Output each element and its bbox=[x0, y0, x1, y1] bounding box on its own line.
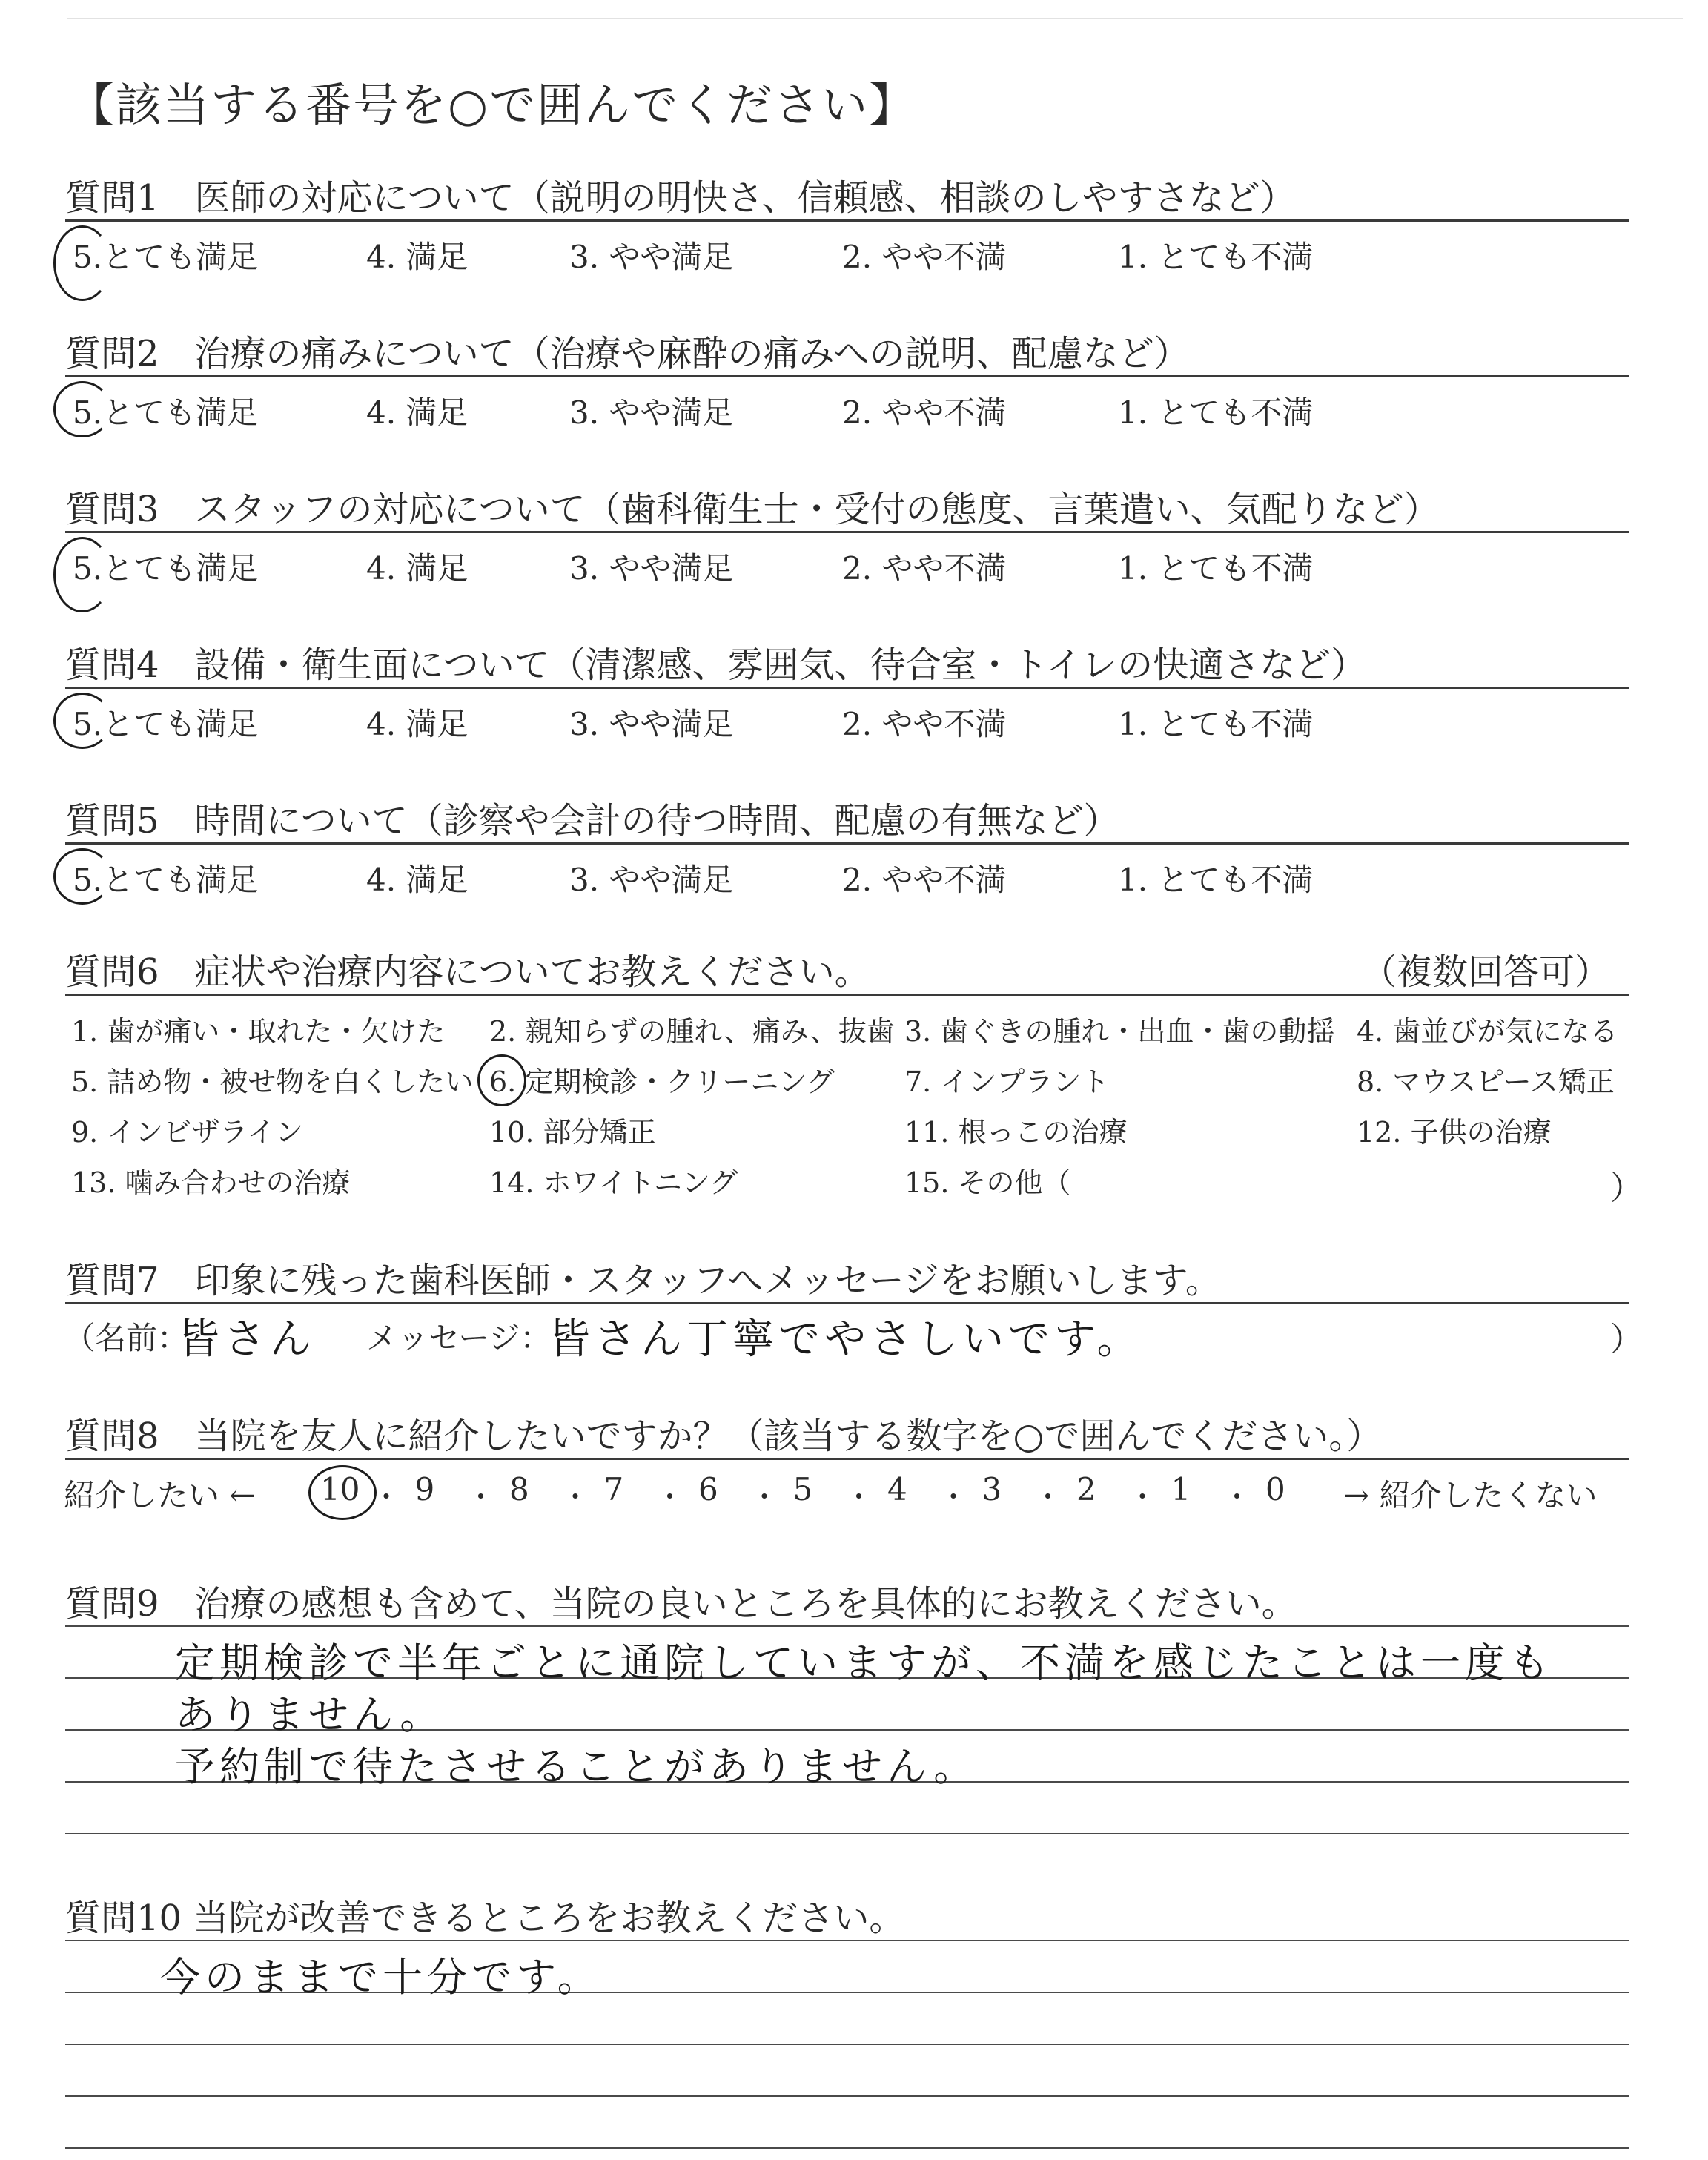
q8-left-label: 紹介したい ← bbox=[64, 1477, 256, 1513]
q6-option-5[interactable]: 5. 詰め物・被せ物を白くしたい bbox=[71, 1066, 474, 1098]
q6-option-13[interactable]: 13. 噛み合わせの治療 bbox=[71, 1166, 351, 1199]
q8-scale-5[interactable]: 5 bbox=[792, 1471, 813, 1507]
q8-separator: ・ bbox=[1222, 1481, 1251, 1513]
q3-rule bbox=[65, 531, 1629, 533]
q4-option-1[interactable]: 1. とても不満 bbox=[1118, 706, 1314, 742]
q6-option-12[interactable]: 12. 子供の治療 bbox=[1357, 1116, 1552, 1149]
q3-title: 質問3 スタッフの対応について（歯科衛生士・受付の態度、言葉遣い、気配りなど） bbox=[65, 489, 1440, 530]
q10-rule-5 bbox=[65, 2147, 1629, 2149]
q1-title: 質問1 医師の対応について（説明の明快さ、信頼感、相談のしやすさなど） bbox=[65, 177, 1296, 219]
q8-separator: ・ bbox=[1033, 1481, 1062, 1513]
q8-scale-3[interactable]: 3 bbox=[982, 1471, 1002, 1507]
q8-separator: ・ bbox=[844, 1481, 873, 1513]
q2-option-3[interactable]: 3. やや満足 bbox=[569, 394, 734, 431]
q6-option-3[interactable]: 3. 歯ぐきの腫れ・出血・歯の動揺 bbox=[904, 1015, 1335, 1048]
q10-rule-4 bbox=[65, 2095, 1629, 2097]
q9-rule-1 bbox=[65, 1625, 1629, 1627]
q4-option-4[interactable]: 4. 満足 bbox=[366, 706, 469, 742]
q6-other-close: ） bbox=[1610, 1169, 1643, 1207]
q1-option-5[interactable]: 5.とても満足 bbox=[73, 239, 259, 275]
q8-right-label: → 紹介したくない bbox=[1343, 1477, 1598, 1513]
q8-selection-circle bbox=[308, 1465, 377, 1520]
q6-option-15[interactable]: 15. その他（ bbox=[904, 1166, 1071, 1199]
q10-rule-3 bbox=[65, 2044, 1629, 2045]
q5-title: 質問5 時間について（診察や会計の待つ時間、配慮の有無など） bbox=[65, 800, 1119, 842]
q8-title: 質問8 当院を友人に紹介したいですか？（該当する数字を○で囲んでください。） bbox=[65, 1416, 1383, 1457]
q6-option-2[interactable]: 2. 親知らずの腫れ、痛み、抜歯 bbox=[489, 1015, 895, 1048]
q8-scale-1[interactable]: 1 bbox=[1171, 1471, 1191, 1507]
q8-scale-10[interactable]: 10 bbox=[320, 1471, 360, 1507]
q4-option-2[interactable]: 2. やや不満 bbox=[842, 706, 1007, 742]
q7-name-label: （名前： bbox=[64, 1320, 189, 1356]
q3-option-1[interactable]: 1. とても不満 bbox=[1118, 550, 1314, 587]
q8-scale-6[interactable]: 6 bbox=[698, 1471, 718, 1507]
q3-option-2[interactable]: 2. やや不満 bbox=[842, 550, 1007, 587]
q5-option-3[interactable]: 3. やや満足 bbox=[569, 862, 734, 898]
q6-option-6[interactable]: 6. 定期検診・クリーニング bbox=[489, 1066, 835, 1098]
q9-title: 質問9 治療の感想も含めて、当院の良いところを具体的にお教えください。 bbox=[65, 1583, 1297, 1625]
q8-separator: ・ bbox=[466, 1481, 495, 1513]
q6-option-9[interactable]: 9. インビザライン bbox=[71, 1116, 304, 1149]
q1-option-2[interactable]: 2. やや不満 bbox=[842, 239, 1007, 275]
q4-rule bbox=[65, 687, 1629, 689]
q4-selection-circle bbox=[53, 693, 111, 749]
q8-separator: ・ bbox=[561, 1481, 590, 1513]
q3-option-3[interactable]: 3. やや満足 bbox=[569, 550, 734, 587]
q8-scale-0[interactable]: 0 bbox=[1265, 1471, 1285, 1507]
q10-answer-line-1[interactable]: 今のままで十分です。 bbox=[160, 1954, 602, 2001]
q3-option-4[interactable]: 4. 満足 bbox=[366, 550, 469, 587]
q8-separator: ・ bbox=[372, 1481, 401, 1513]
q8-separator: ・ bbox=[1128, 1481, 1157, 1513]
q8-rule bbox=[65, 1458, 1629, 1460]
q5-option-4[interactable]: 4. 満足 bbox=[366, 862, 469, 898]
q2-option-1[interactable]: 1. とても不満 bbox=[1118, 394, 1314, 431]
page-heading: 【該当する番号を○で囲んでください】 bbox=[68, 78, 917, 132]
q6-title: 質問6 症状や治療内容についてお教えください。 bbox=[65, 951, 870, 993]
q6-option-4[interactable]: 4. 歯並びが気になる bbox=[1357, 1015, 1618, 1048]
q9-answer-line-3[interactable]: 予約制で待たさせることがありません。 bbox=[175, 1743, 979, 1790]
q5-option-2[interactable]: 2. やや不満 bbox=[842, 862, 1007, 898]
q8-scale-8[interactable]: 8 bbox=[509, 1471, 529, 1507]
q6-option-8[interactable]: 8. マウスピース矯正 bbox=[1357, 1066, 1615, 1098]
q5-rule bbox=[65, 842, 1629, 845]
q6-option-10[interactable]: 10. 部分矯正 bbox=[489, 1116, 656, 1149]
q3-option-5[interactable]: 5.とても満足 bbox=[73, 550, 259, 587]
q5-option-5[interactable]: 5.とても満足 bbox=[73, 862, 259, 898]
q6-option-7[interactable]: 7. インプラント bbox=[904, 1066, 1110, 1098]
q8-scale-2[interactable]: 2 bbox=[1076, 1471, 1096, 1507]
q3-selection-circle bbox=[53, 537, 111, 612]
q7-message-value[interactable]: 皆さん丁寧でやさしいです。 bbox=[549, 1315, 1143, 1364]
q9-answer-line-2[interactable]: ありません。 bbox=[175, 1691, 445, 1738]
q6-rule bbox=[65, 994, 1629, 996]
q6-option-11[interactable]: 11. 根っこの治療 bbox=[904, 1116, 1128, 1149]
q2-selection-circle bbox=[53, 381, 111, 437]
q8-separator: ・ bbox=[750, 1481, 779, 1513]
q4-option-5[interactable]: 5.とても満足 bbox=[73, 706, 259, 742]
q5-selection-circle bbox=[53, 848, 111, 905]
q4-option-3[interactable]: 3. やや満足 bbox=[569, 706, 734, 742]
q8-scale-7[interactable]: 7 bbox=[603, 1471, 624, 1507]
q7-close-paren: ） bbox=[1610, 1321, 1643, 1358]
q7-name-value[interactable]: 皆さん bbox=[178, 1315, 316, 1364]
q4-title: 質問4 設備・衛生面について（清潔感、雰囲気、待合室・トイレの快適さなど） bbox=[65, 644, 1367, 686]
q8-scale-9[interactable]: 9 bbox=[414, 1471, 435, 1507]
q10-title: 質問10 当院が改善できるところをお教えください。 bbox=[65, 1898, 905, 1939]
q6-note: （複数回答可） bbox=[1361, 951, 1611, 993]
q6-option-14[interactable]: 14. ホワイトニング bbox=[489, 1166, 738, 1199]
q2-title: 質問2 治療の痛みについて（治療や麻酔の痛みへの説明、配慮など） bbox=[65, 333, 1190, 374]
q1-option-4[interactable]: 4. 満足 bbox=[366, 239, 469, 275]
q2-option-5[interactable]: 5.とても満足 bbox=[73, 394, 259, 431]
q2-option-4[interactable]: 4. 満足 bbox=[366, 394, 469, 431]
q7-message-label: メッセージ： bbox=[366, 1320, 552, 1356]
q2-rule bbox=[65, 375, 1629, 377]
q1-option-3[interactable]: 3. やや満足 bbox=[569, 239, 734, 275]
q9-answer-line-1[interactable]: 定期検診で半年ごとに通院していますが、不満を感じたことは一度も bbox=[175, 1639, 1554, 1686]
q1-option-1[interactable]: 1. とても不満 bbox=[1118, 239, 1314, 275]
q8-separator: ・ bbox=[655, 1481, 684, 1513]
q5-option-1[interactable]: 1. とても不満 bbox=[1118, 862, 1314, 898]
q1-selection-circle bbox=[53, 225, 111, 301]
q6-option-1[interactable]: 1. 歯が痛い・取れた・欠けた bbox=[71, 1015, 446, 1048]
q8-separator: ・ bbox=[939, 1481, 968, 1513]
q1-rule bbox=[65, 219, 1629, 222]
q9-rule-5 bbox=[65, 1833, 1629, 1834]
q10-rule-1 bbox=[65, 1940, 1629, 1941]
q6-selection-circle bbox=[477, 1054, 526, 1106]
q2-option-2[interactable]: 2. やや不満 bbox=[842, 394, 1007, 431]
q7-rule bbox=[65, 1302, 1629, 1304]
q7-title: 質問7 印象に残った歯科医師・スタッフへメッセージをお願いします。 bbox=[65, 1260, 1221, 1301]
scan-edge-line bbox=[67, 18, 1683, 19]
q8-scale-4[interactable]: 4 bbox=[887, 1471, 907, 1507]
